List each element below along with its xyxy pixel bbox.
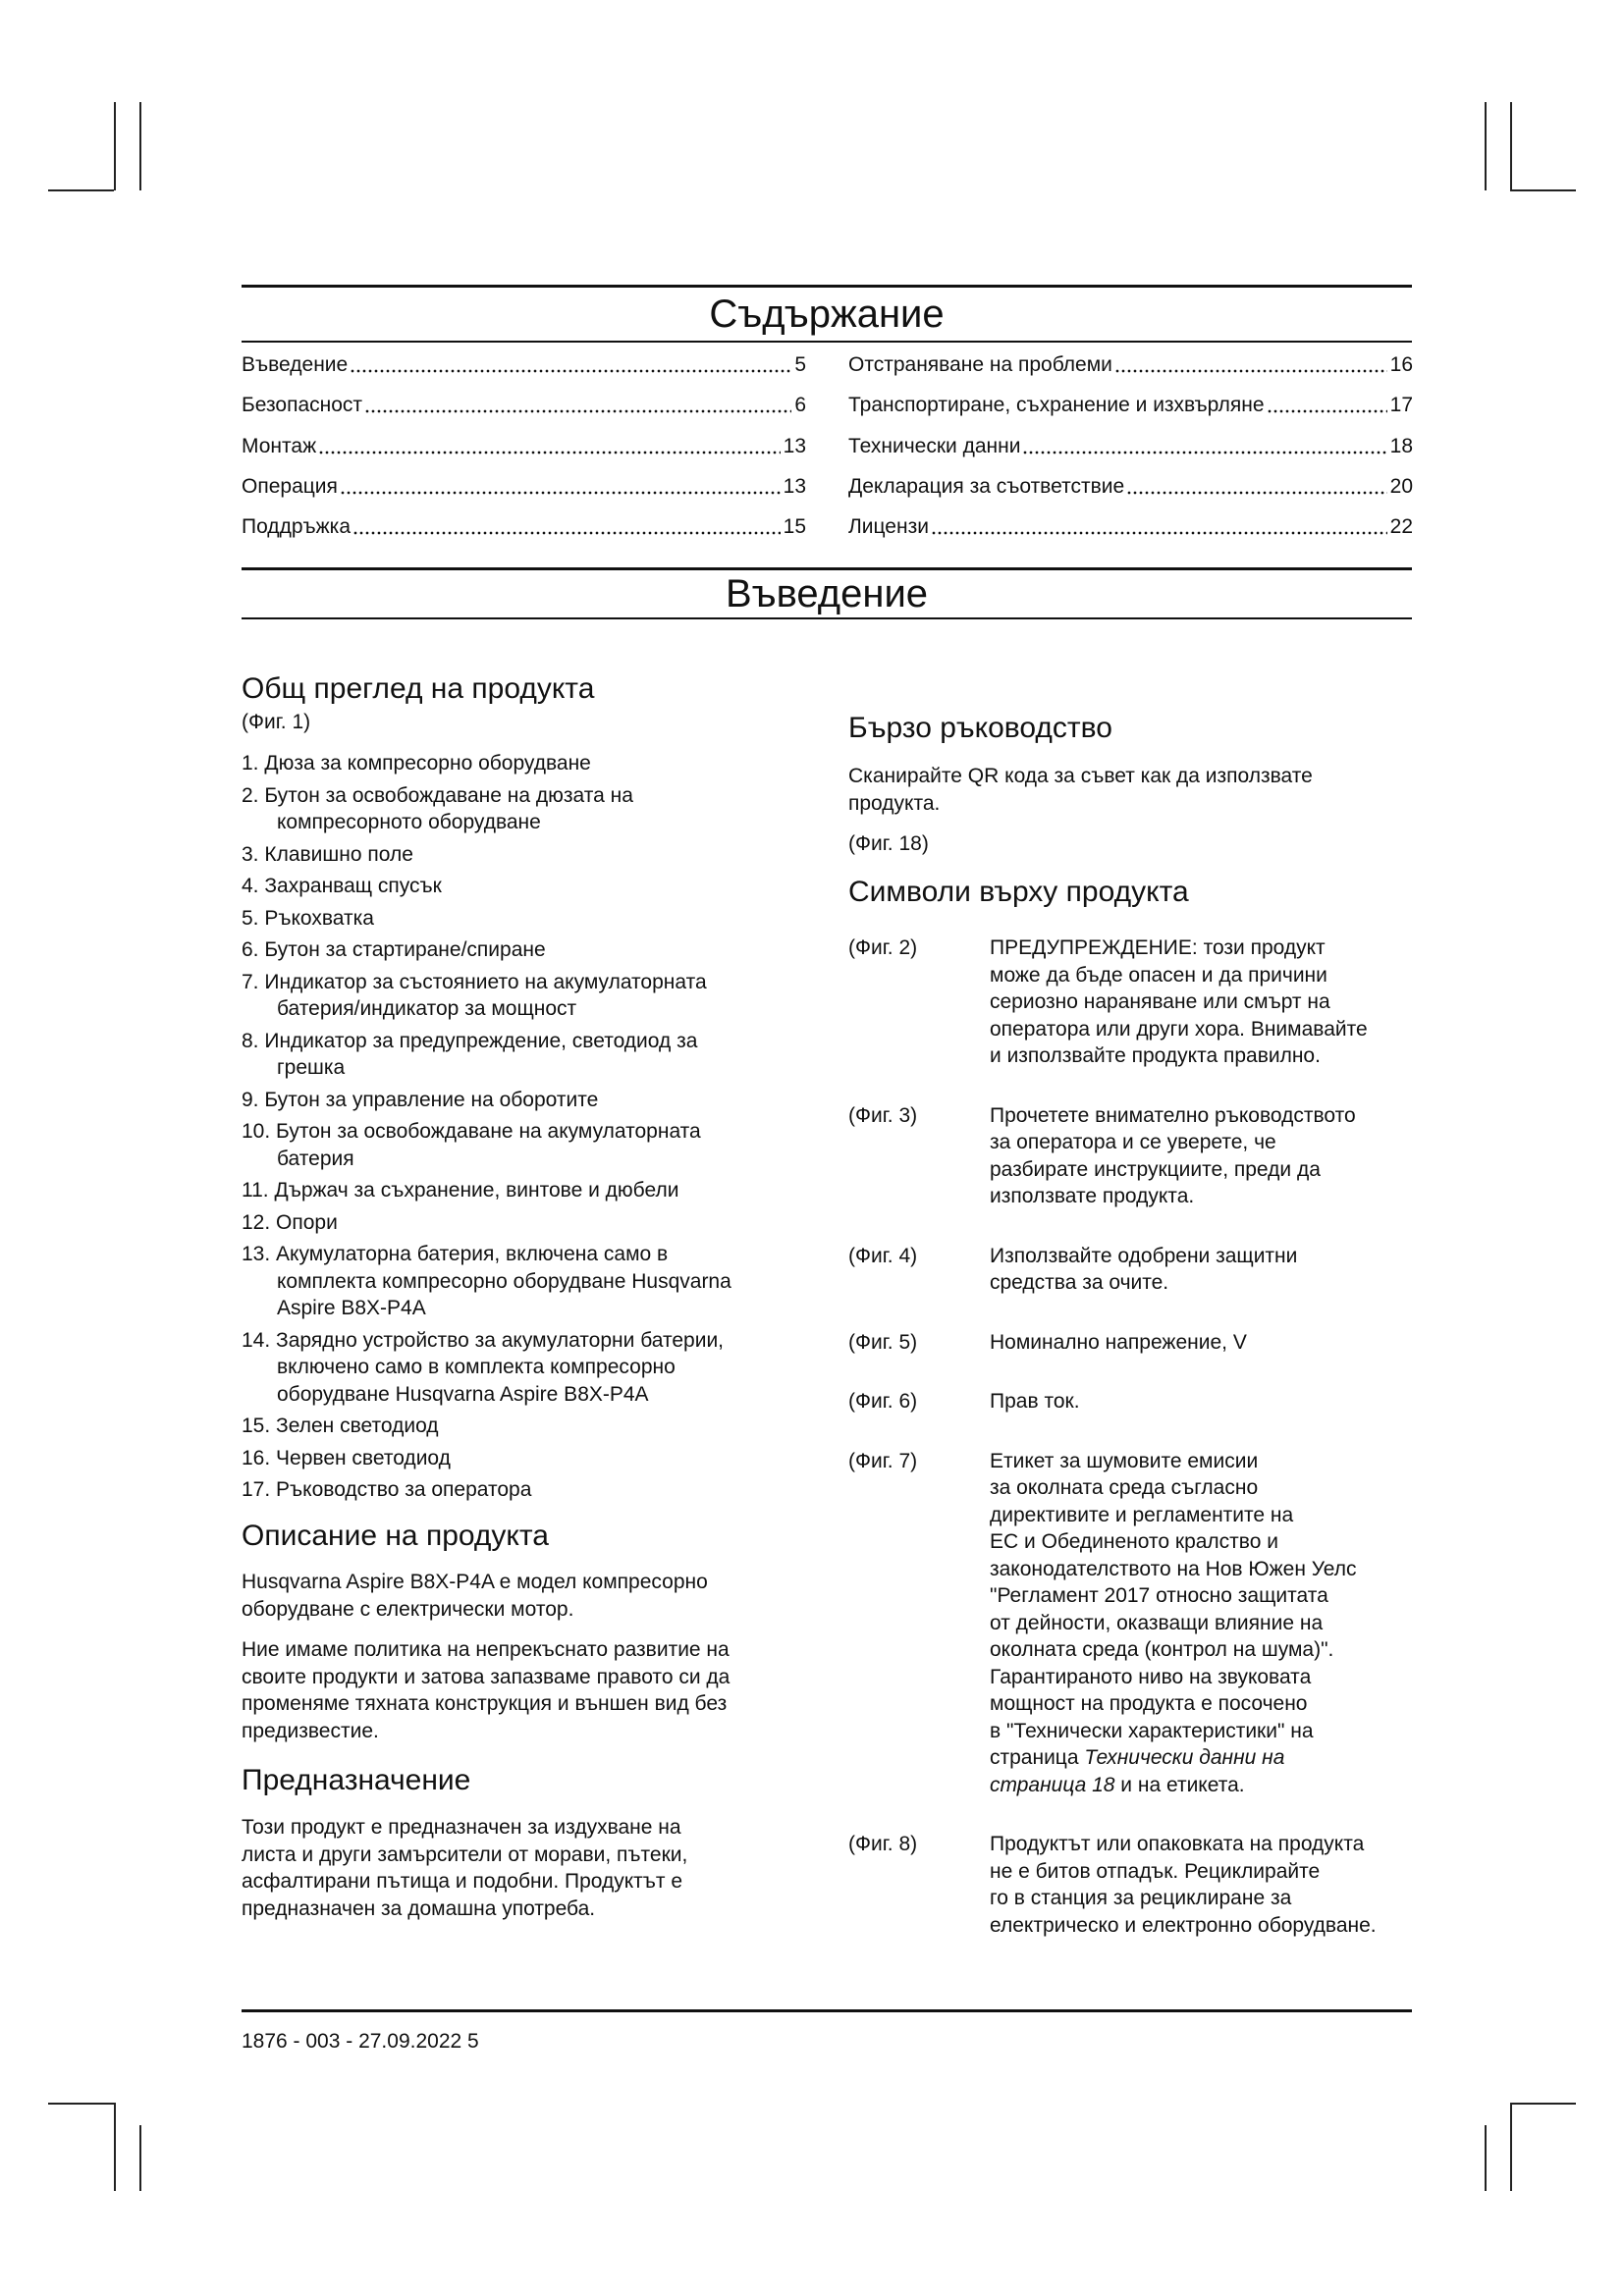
intended-use-heading: Предназначение bbox=[242, 1764, 471, 1796]
toc-dot-leader bbox=[1114, 351, 1387, 379]
toc-dot-leader bbox=[1022, 433, 1386, 460]
symbol-description: Номинално напрежение, V bbox=[990, 1330, 1247, 1354]
toc-entry-page: 5 bbox=[794, 353, 806, 376]
crop-mark bbox=[1510, 2103, 1512, 2191]
document-id: 1876 - 003 - 27.09.2022 bbox=[242, 2030, 462, 2053]
list-item-number: 14. bbox=[242, 1328, 271, 1352]
page-number: 5 bbox=[467, 2030, 479, 2053]
toc-entry-label: Въведение bbox=[242, 353, 349, 376]
toc-entry-assembly[interactable] bbox=[242, 433, 806, 460]
toc-dot-leader bbox=[318, 433, 781, 460]
crop-mark bbox=[1510, 189, 1576, 191]
toc-dot-leader bbox=[340, 473, 781, 501]
toc-entry-page: 17 bbox=[1389, 394, 1413, 417]
toc-entry-technical-data[interactable] bbox=[848, 433, 1413, 460]
list-item-number: 9. bbox=[242, 1088, 259, 1111]
symbol-figure-ref: (Фиг. 7) bbox=[848, 1449, 918, 1472]
toc-entry-page: 13 bbox=[783, 474, 806, 498]
quick-guide-paragraph: Сканирайте QR кода за съвет как да използвате продукта. bbox=[848, 765, 1313, 815]
toc-entry-label: Технически данни bbox=[848, 434, 1021, 457]
list-item bbox=[242, 1209, 731, 1237]
crop-mark bbox=[114, 2103, 116, 2191]
crop-mark bbox=[139, 2125, 141, 2191]
list-item-text: Клавишно поле bbox=[264, 842, 413, 866]
list-item-text: Индикатор за състоянието на акумулаторната батерия/индикатор за мощност bbox=[264, 970, 707, 1020]
list-item-number: 10. bbox=[242, 1120, 271, 1143]
list-item-number: 16. bbox=[242, 1446, 271, 1469]
list-item-text: Ръководство за оператора bbox=[276, 1478, 532, 1501]
toc-entry-label: Безопасност bbox=[242, 394, 363, 417]
toc-entry-page: 13 bbox=[783, 434, 806, 457]
list-item bbox=[242, 873, 731, 900]
toc-entry-page: 18 bbox=[1389, 434, 1413, 457]
overview-figure-ref: (Фиг. 1) bbox=[242, 711, 311, 733]
symbol-figure-ref: (Фиг. 4) bbox=[848, 1244, 918, 1267]
list-item-text: Зарядно устройство за акумулаторни батерии, включено само в комплекта компресорно оборудване Husqvarna Aspire B8X-P4A bbox=[276, 1328, 725, 1406]
toc-entry-label: Декларация за съответствие bbox=[848, 474, 1125, 498]
symbols-heading: Символи върху продукта bbox=[848, 876, 1189, 908]
toc-entry-label: Операция bbox=[242, 474, 338, 498]
intended-use-paragraph: Този продукт е предназначен за издухване на листа и други замърсители от морави, пътеки, асфалтирани пътища и подобни. Продуктът е предназначен за домашна употреба. bbox=[242, 1816, 688, 1920]
toc-dot-leader bbox=[1126, 473, 1386, 501]
list-item-number: 8. bbox=[242, 1029, 259, 1052]
list-item bbox=[242, 1413, 731, 1440]
crop-mark bbox=[1485, 2125, 1487, 2191]
list-item-text: Бутон за освобождаване на акумулаторната батерия bbox=[276, 1120, 701, 1170]
list-item-text: Захранващ спусък bbox=[264, 875, 442, 897]
symbol-row bbox=[848, 934, 1377, 1070]
list-item-text: Бутон за освобождаване на дюзата на компресорното оборудване bbox=[264, 783, 633, 833]
list-item-text: Акумулаторна батерия, включена само в комплекта компресорно оборудване Husqvarna Aspire B8X-P4A bbox=[276, 1243, 731, 1319]
crop-mark bbox=[48, 2103, 114, 2105]
list-item bbox=[242, 782, 731, 836]
symbol-figure-ref: (Фиг. 2) bbox=[848, 936, 918, 959]
list-item-text: Червен светодиод bbox=[276, 1446, 451, 1469]
toc-left-column bbox=[242, 351, 806, 554]
toc-entry-label: Отстраняване на проблеми bbox=[848, 353, 1112, 376]
footer-rule bbox=[242, 2009, 1412, 2012]
crop-mark bbox=[1485, 102, 1487, 190]
list-item-number: 15. bbox=[242, 1415, 271, 1437]
list-item-number: 6. bbox=[242, 938, 259, 961]
list-item-text: Бутон за стартиране/спиране bbox=[264, 938, 546, 961]
symbol-figure-ref: (Фиг. 5) bbox=[848, 1330, 918, 1354]
symbol-row bbox=[848, 1388, 1377, 1415]
list-item bbox=[242, 1241, 731, 1322]
list-item bbox=[242, 1028, 731, 1082]
toc-dot-leader bbox=[1267, 392, 1387, 419]
symbol-description: Прав ток. bbox=[990, 1390, 1080, 1413]
quick-guide-heading: Бързо ръководство bbox=[848, 712, 1112, 744]
section-title: Въведение bbox=[725, 572, 929, 615]
list-item-text: Държач за съхранение, винтове и дюбели bbox=[274, 1179, 679, 1201]
toc-entry-page: 15 bbox=[783, 515, 806, 538]
list-item-number: 2. bbox=[242, 783, 259, 807]
toc-right-column bbox=[848, 351, 1413, 554]
list-item bbox=[242, 1118, 731, 1172]
list-item bbox=[242, 905, 731, 933]
symbol-row bbox=[848, 1243, 1377, 1297]
list-item-number: 12. bbox=[242, 1210, 271, 1234]
overview-list bbox=[242, 750, 731, 1509]
section-title-rule bbox=[242, 617, 1412, 619]
list-item-number: 4. bbox=[242, 875, 259, 897]
list-item bbox=[242, 1476, 731, 1504]
toc-entry-label: Поддръжка bbox=[242, 515, 351, 538]
toc-entry-label: Лицензи bbox=[848, 515, 929, 538]
technical-data-cross-reference[interactable]: Технически данни на страница 18 bbox=[990, 1746, 1285, 1796]
toc-entry-page: 6 bbox=[794, 394, 806, 417]
quick-guide-figure-ref: (Фиг. 18) bbox=[848, 832, 929, 855]
toc-entry-label: Транспортиране, съхранение и изхвърляне bbox=[848, 394, 1265, 417]
list-item bbox=[242, 1177, 731, 1204]
symbol-row bbox=[848, 1831, 1377, 1939]
crop-mark bbox=[139, 102, 141, 190]
toc-entry-page: 16 bbox=[1389, 353, 1413, 376]
symbol-description: Прочетете внимателно ръководството за оператора и се уверете, че разбирате инструкциите, преди да използвате продукта. bbox=[990, 1103, 1356, 1207]
list-item-text: Зелен светодиод bbox=[276, 1415, 439, 1437]
list-item bbox=[242, 841, 731, 869]
list-item-number: 11. bbox=[242, 1179, 269, 1201]
list-item-number: 7. bbox=[242, 970, 259, 993]
symbols-table bbox=[848, 934, 1377, 1971]
list-item bbox=[242, 1445, 731, 1472]
crop-mark bbox=[1510, 102, 1512, 190]
toc-entry-transport-storage-disposal[interactable] bbox=[848, 392, 1413, 419]
list-item bbox=[242, 936, 731, 964]
toc-entry-licenses[interactable] bbox=[848, 513, 1413, 541]
list-item bbox=[242, 1327, 731, 1409]
symbol-description-text: Етикет за шумовите емисии за околната среда съгласно директивите и регламентите на ЕС и Обединеното кралство и законодателството на Нов Южен Уелс "Регламент 2017 относно защитата от дейности, оказващи влияние на околната среда (контрол на шума)". Гарантираното ниво на звуковата мощност на продукта е посочено в "Технически характеристики" на страница bbox=[990, 1449, 1357, 1769]
toc-dot-leader bbox=[352, 513, 781, 541]
list-item-number: 1. bbox=[242, 752, 259, 774]
footer bbox=[242, 2028, 479, 2056]
toc-entry-page: 22 bbox=[1389, 515, 1413, 538]
toc-dot-leader bbox=[364, 392, 791, 419]
symbol-row bbox=[848, 1329, 1377, 1357]
toc-entry-label: Монтаж bbox=[242, 434, 317, 457]
symbol-description: Продуктът или опаковката на продукта не е битов отпадък. Рециклирайте го в станция за рециклиране за електрическо и електронно оборудване. bbox=[990, 1833, 1377, 1937]
toc-entry-introduction[interactable] bbox=[242, 351, 806, 379]
list-item-number: 5. bbox=[242, 906, 259, 930]
description-heading: Описание на продукта bbox=[242, 1520, 549, 1552]
list-item-text: Ръкохватка bbox=[264, 906, 374, 930]
list-item-text: Бутон за управление на оборотите bbox=[264, 1088, 599, 1111]
toc-entry-safety[interactable] bbox=[242, 392, 806, 419]
crop-mark bbox=[48, 189, 114, 191]
toc-entry-maintenance[interactable] bbox=[242, 513, 806, 541]
list-item-text: Индикатор за предупреждение, светодиод за грешка bbox=[264, 1029, 698, 1079]
toc-entry-page: 20 bbox=[1389, 474, 1413, 498]
list-item-number: 17. bbox=[242, 1478, 271, 1501]
list-item bbox=[242, 969, 731, 1023]
symbol-description: Използвайте одобрени защитни средства за очите. bbox=[990, 1244, 1298, 1294]
symbol-description bbox=[990, 1448, 1356, 1799]
toc-title-rule bbox=[242, 341, 1412, 343]
toc-dot-leader bbox=[350, 351, 791, 379]
symbol-description-text: и на етикета. bbox=[1114, 1773, 1245, 1796]
symbol-row bbox=[848, 1448, 1377, 1799]
toc-entry-operation[interactable] bbox=[242, 473, 806, 501]
crop-mark bbox=[114, 102, 116, 190]
symbol-figure-ref: (Фиг. 3) bbox=[848, 1103, 918, 1127]
symbol-description: ПРЕДУПРЕЖДЕНИЕ: този продукт може да бъде опасен и да причини сериозно нараняване или смърт на оператора или други хора. Внимавайте и използвайте продукта правилно. bbox=[990, 936, 1368, 1067]
list-item bbox=[242, 1087, 731, 1114]
toc-entry-troubleshooting[interactable] bbox=[848, 351, 1413, 379]
toc-top-rule bbox=[242, 285, 1412, 288]
overview-heading: Общ преглед на продукта bbox=[242, 672, 595, 705]
list-item-number: 13. bbox=[242, 1243, 271, 1265]
crop-mark bbox=[1510, 2103, 1576, 2105]
list-item-text: Дюза за компресорно оборудване bbox=[264, 752, 591, 774]
list-item-text: Опори bbox=[276, 1210, 338, 1234]
description-paragraph: Ние имаме политика на непрекъснато развитие на своите продукти и затова запазваме правото си да променяме тяхната конструкция и външен вид без предизвестие. bbox=[242, 1638, 731, 1742]
toc-dot-leader bbox=[931, 513, 1387, 541]
symbol-figure-ref: (Фиг. 6) bbox=[848, 1390, 918, 1413]
description-paragraph: Husqvarna Aspire B8X-P4A е модел компресорно оборудване с електрически мотор. bbox=[242, 1571, 708, 1621]
symbol-figure-ref: (Фиг. 8) bbox=[848, 1833, 918, 1855]
toc-title: Съдържание bbox=[709, 293, 945, 336]
list-item-number: 3. bbox=[242, 842, 259, 866]
toc-entry-declaration-of-conformity[interactable] bbox=[848, 473, 1413, 501]
list-item bbox=[242, 750, 731, 777]
symbol-row bbox=[848, 1102, 1377, 1210]
